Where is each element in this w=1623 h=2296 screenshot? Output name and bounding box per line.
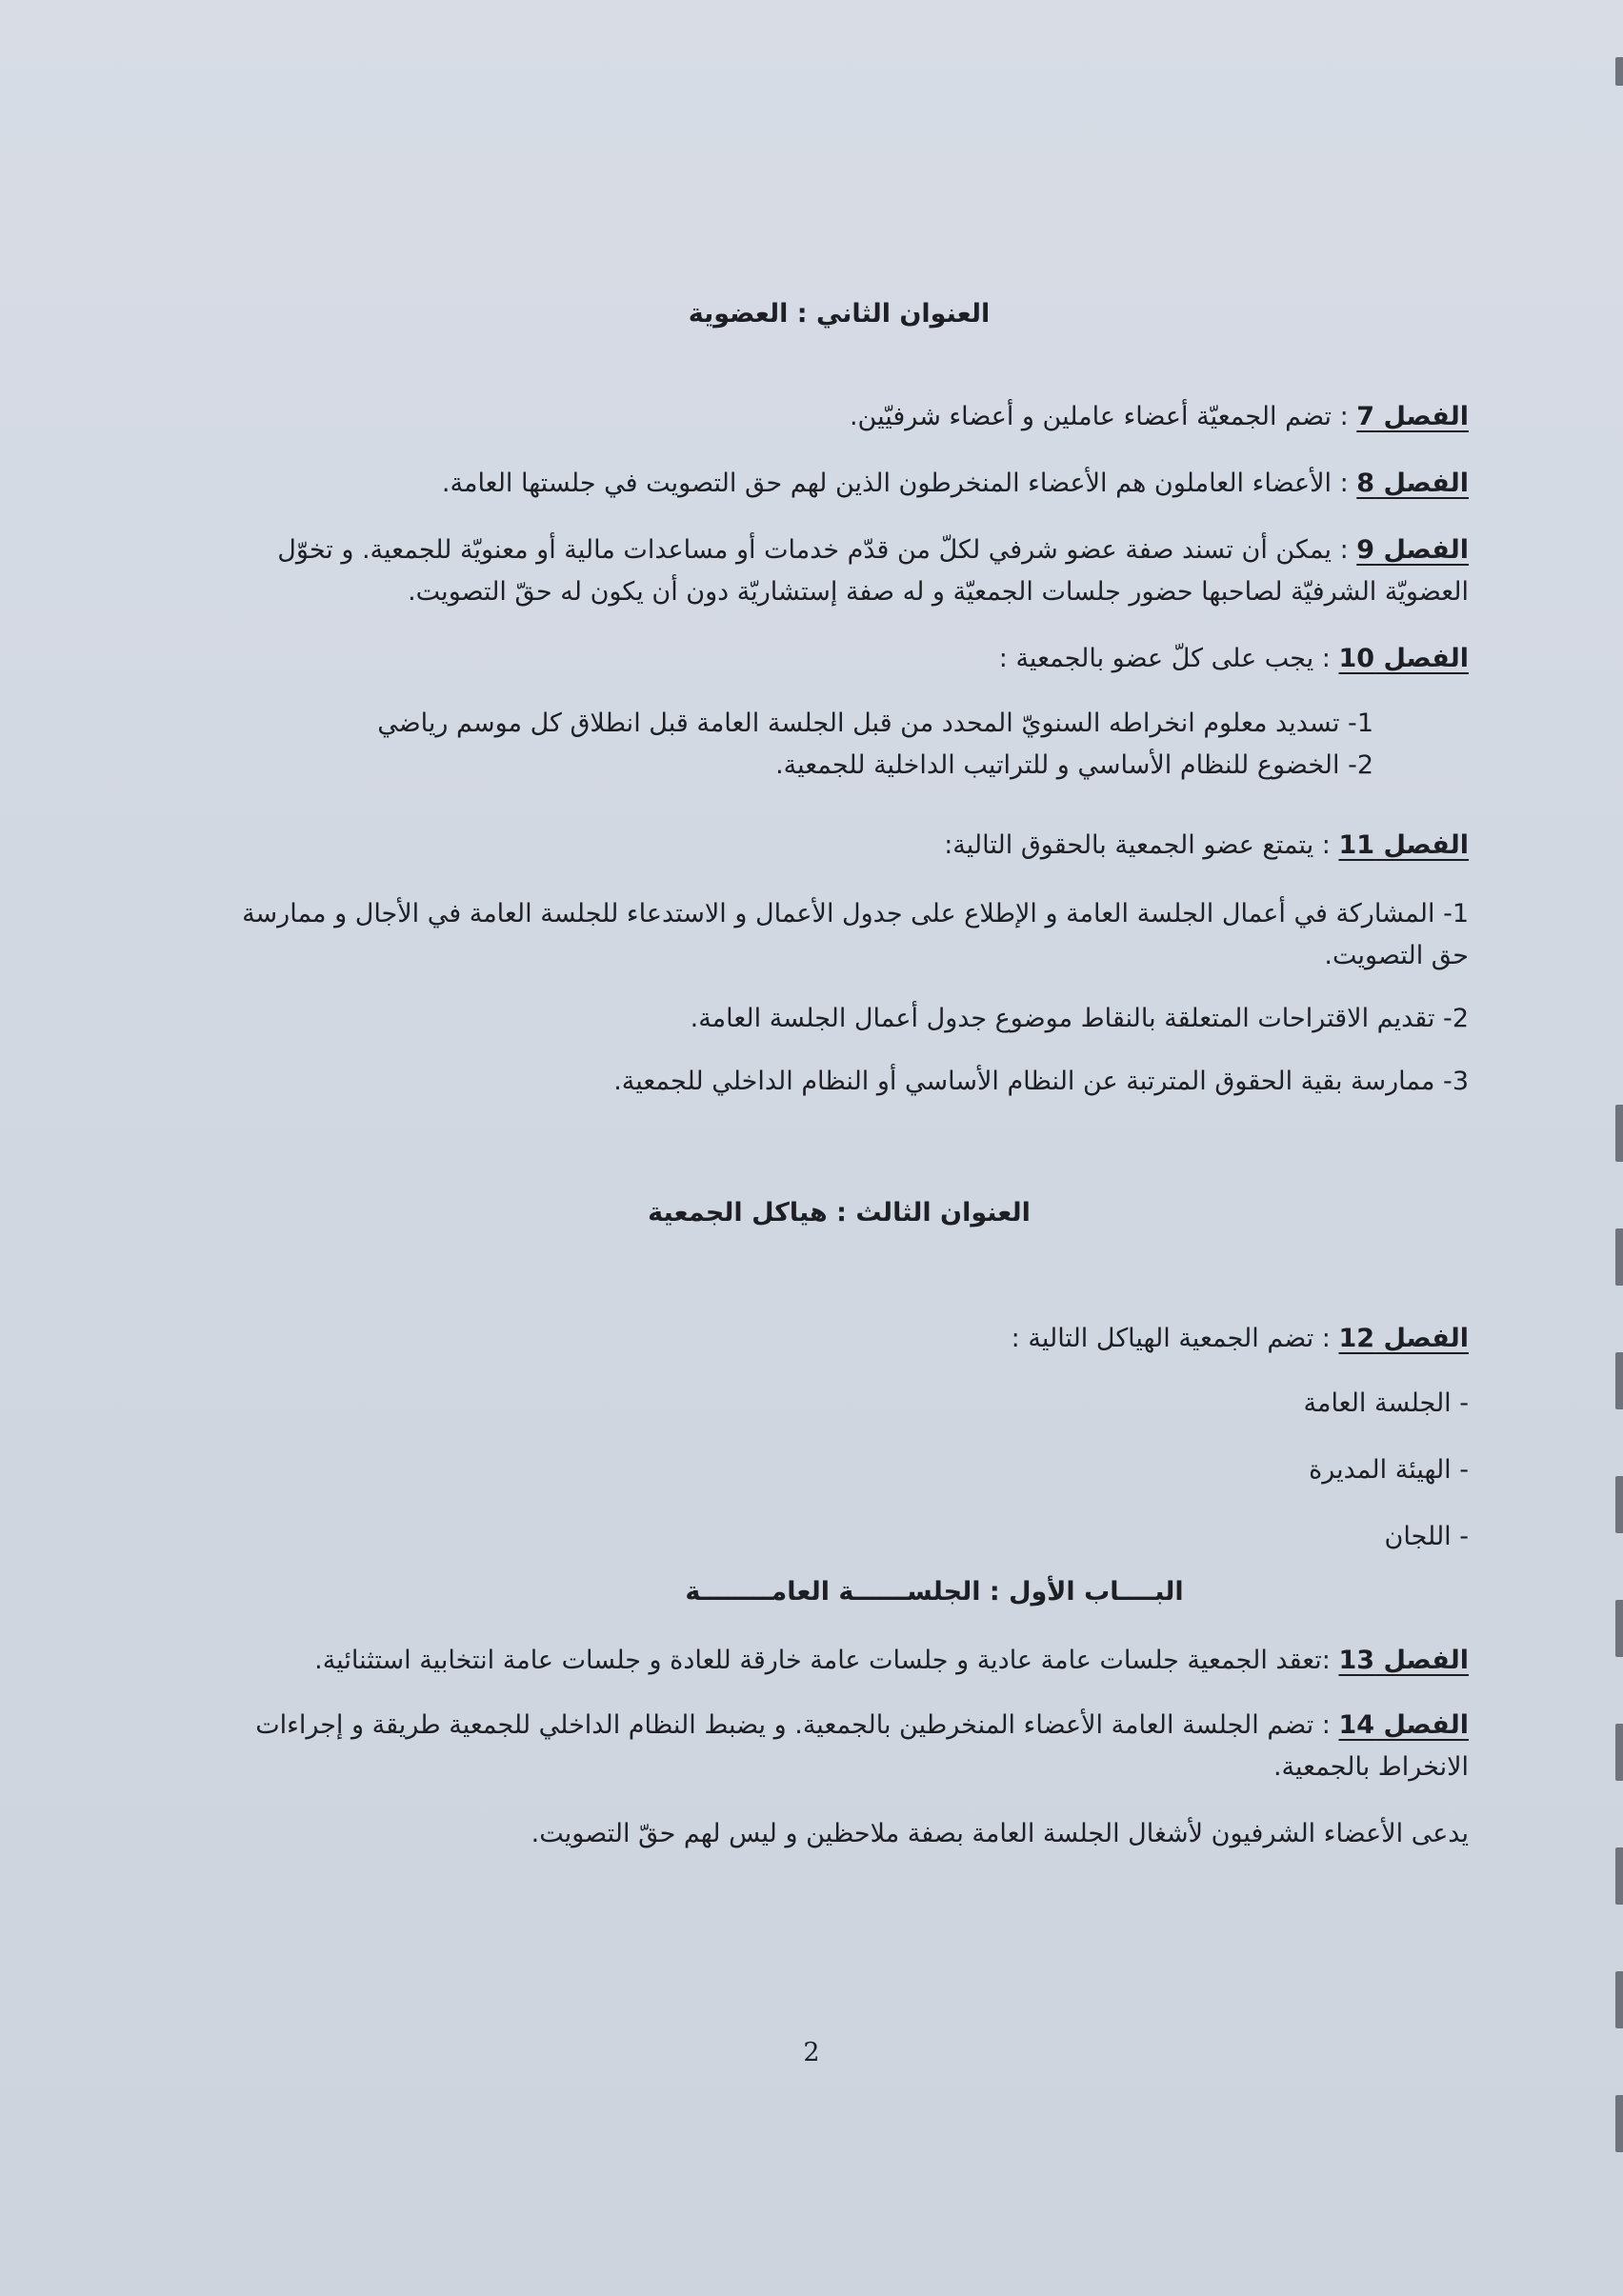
article-text: : الأعضاء العاملون هم الأعضاء المنخرطون الذين لهم حق التصويت في جلستها العامة.: [441, 469, 1357, 498]
article-7: [210, 396, 1469, 438]
closing-paragraph: يدعى الأعضاء الشرفيون لأشغال الجلسة العامة بصفة ملاحظين و ليس لهم حقّ التصويت.: [531, 1819, 1469, 1848]
chapter-title-general-assembly: البــــاب الأول : الجلســــــة العامــــــــة: [685, 1577, 1184, 1607]
article-text: : يجب على كلّ عضو بالجمعية :: [998, 644, 1339, 673]
article-label: الفصل 8: [1356, 469, 1469, 498]
binder-tab: [1615, 1847, 1623, 1905]
binder-tab: [1615, 1476, 1623, 1533]
list-item: 2- الخضوع للنظام الأساسي و للتراتيب الداخلية للجمعية.: [775, 750, 1373, 780]
document-body: [210, 286, 1469, 1855]
binder-tab: [1615, 1724, 1623, 1781]
binder-tab: [1615, 1352, 1623, 1409]
binder-tab: [1615, 1600, 1623, 1657]
article-label: الفصل 9: [1356, 535, 1469, 565]
article-11-item-3: 3- ممارسة بقية الحقوق المترتبة عن النظام الأساسي أو النظام الداخلي للجمعية.: [613, 1067, 1469, 1096]
article-11: [210, 825, 1469, 867]
article-text: : يتمتع عضو الجمعية بالحقوق التالية:: [944, 830, 1339, 860]
article-text: : تضم الجلسة العامة الأعضاء المنخرطين بالجمعية. و يضبط النظام الداخلي للجمعية طريقة و إجراءات الانخراط بالجمعية.: [255, 1710, 1469, 1782]
article-10: [210, 638, 1469, 680]
article-14: [210, 1705, 1469, 1788]
article-text: : يمكن أن تسند صفة عضو شرفي لكلّ من قدّم خدمات أو مساعدات مالية أو معنويّة للجمعية. و تخوّل العضويّة الشرفيّة لصاحبها حضور جلسات الجمعيّة و له صفة إستشاريّة دون أن يكون له حقّ التصويت.: [277, 535, 1469, 607]
article-label: الفصل 10: [1338, 644, 1469, 673]
article-10-list: [210, 703, 1469, 787]
article-text: :تعقد الجمعية جلسات عامة عادية و جلسات عامة خارقة للعادة و جلسات عامة انتخابية استثنائية.: [314, 1646, 1339, 1675]
article-13: [210, 1640, 1469, 1682]
structure-item: - الجلسة العامة: [1303, 1388, 1469, 1418]
structure-item: - اللجان: [1384, 1522, 1469, 1551]
binder-tab: [1615, 2095, 1623, 2152]
article-label: الفصل 14: [1338, 1710, 1469, 1740]
article-12: [210, 1318, 1469, 1360]
article-label: الفصل 11: [1338, 830, 1469, 860]
binder-tab: [1615, 1105, 1623, 1162]
binder-tab: [1615, 57, 1623, 86]
article-9: [210, 529, 1469, 613]
article-text: : تضم الجمعية الهياكل التالية :: [1011, 1324, 1339, 1353]
article-8: [210, 463, 1469, 505]
structure-item: - الهيئة المديرة: [1309, 1455, 1469, 1485]
binder-tab: [1615, 1971, 1623, 2028]
article-11-item-2: 2- تقديم الاقتراحات المتعلقة بالنقاط موضوع جدول أعمال الجلسة العامة.: [690, 1004, 1469, 1033]
article-text: : تضم الجمعيّة أعضاء عاملين و أعضاء شرفيّين.: [849, 402, 1357, 431]
article-11-item-1: 1- المشاركة في أعمال الجلسة العامة و الإطلاع على جدول الأعمال و الاستدعاء للجلسة العامة في الأجال و ممارسة حق التصويت.: [242, 899, 1469, 970]
section-title-membership: العنوان الثاني : العضوية: [688, 299, 991, 329]
binder-tab: [1615, 1228, 1623, 1286]
article-label: الفصل 7: [1356, 402, 1469, 431]
section-title-structures: العنوان الثالث : هياكل الجمعية: [648, 1198, 1031, 1228]
list-item: 1- تسديد معلوم انخراطه السنويّ المحدد من قبل الجلسة العامة قبل انطلاق كل موسم رياضي: [377, 709, 1373, 738]
article-label: الفصل 12: [1338, 1324, 1469, 1353]
page-number: 2: [803, 2038, 820, 2067]
article-label: الفصل 13: [1338, 1646, 1469, 1675]
